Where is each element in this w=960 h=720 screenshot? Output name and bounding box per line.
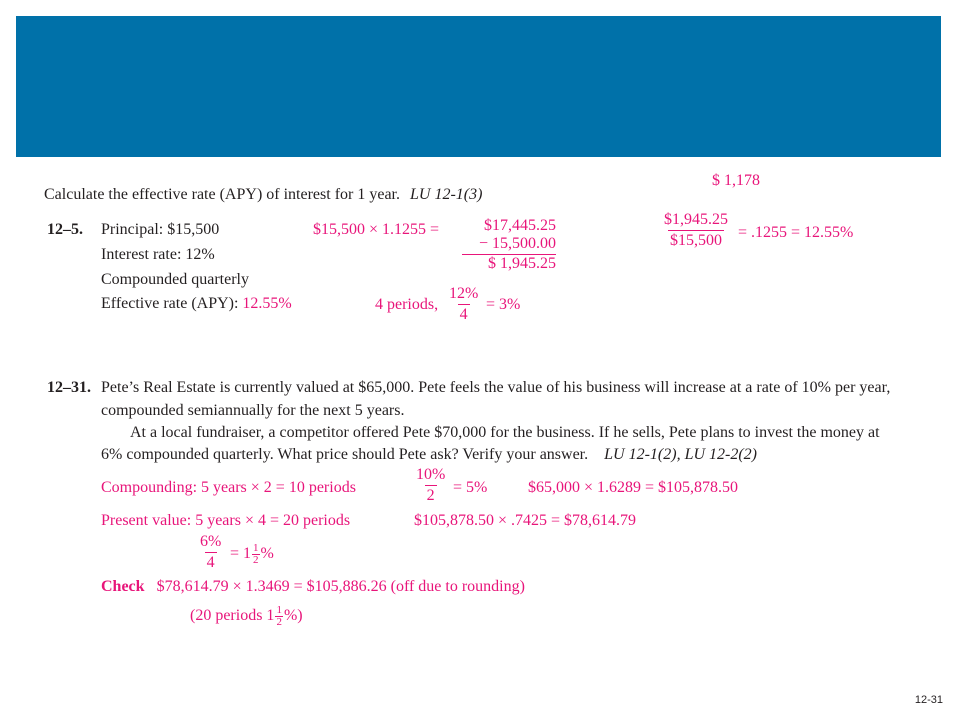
comp-numerator: 10% xyxy=(416,466,446,483)
problem-line-3: At a local fundraiser, a competitor offered Pete $70,000 for the business. If he sells, Pete plans to invest the money at xyxy=(130,424,880,441)
page-number: 12-31 xyxy=(914,694,943,706)
lu-reference: LU 12-1(3) xyxy=(410,186,483,203)
calc-lhs: $15,500 × 1.1255 = xyxy=(313,221,440,238)
stack-mid: − 15,500.00 xyxy=(478,235,556,252)
interest-rate-line: Interest rate: 12% xyxy=(101,246,215,263)
ratio-fraction xyxy=(662,212,730,249)
compounding-fraction xyxy=(414,467,447,504)
present-value-calc: $105,878.50 × .7425 = $78,614.79 xyxy=(414,512,637,529)
effective-rate-value: 12.55% xyxy=(242,295,292,312)
lu-references: LU 12-1(2), LU 12-2(2) xyxy=(604,446,757,463)
ratio-result: = .1255 = 12.55% xyxy=(738,224,854,241)
stack-bottom: $ 1,945.25 xyxy=(462,254,556,273)
pv-result-den: 2 xyxy=(253,554,259,566)
principal-line: Principal: $15,500 xyxy=(101,221,220,238)
pv-rate-fraction xyxy=(198,534,223,571)
periods-label: 4 periods, xyxy=(375,296,439,313)
pv-result-suffix: % xyxy=(260,545,274,563)
subtraction-stack xyxy=(462,217,556,273)
check-label: Check xyxy=(101,578,145,595)
pv-numerator: 6% xyxy=(200,533,222,550)
compounding-calc: $65,000 × 1.6289 = $105,878.50 xyxy=(528,479,739,496)
problem-line-4 xyxy=(101,446,757,464)
pv-denominator: 4 xyxy=(206,554,215,571)
check-note-suffix: %) xyxy=(283,607,303,625)
compounded-line: Compounded quarterly xyxy=(101,271,249,288)
periods-denominator: 4 xyxy=(459,306,468,323)
check-note xyxy=(190,605,303,628)
problem-line-4-text: 6% compounded quarterly. What price should Pete ask? Verify your answer. xyxy=(101,446,589,463)
effective-rate-line xyxy=(101,295,292,313)
problem-number-12-31: 12–31. xyxy=(47,379,91,396)
check-note-den: 2 xyxy=(276,616,282,628)
problem-line-1: Pete’s Real Estate is currently valued at $65,000. Pete feels the value of his business will increase at a rate of 10% per year, xyxy=(101,379,891,396)
effective-rate-label: Effective rate (APY): xyxy=(101,295,239,312)
check-note-num: 1 xyxy=(276,604,282,616)
stack-top: $17,445.25 xyxy=(484,217,556,234)
periods-result: = 3% xyxy=(486,296,521,313)
problem-line-2: compounded semiannually for the next 5 years. xyxy=(101,402,405,419)
pv-rate-result xyxy=(230,543,274,566)
section-instruction xyxy=(44,186,482,204)
compounding-fraction-result: = 5% xyxy=(453,479,488,496)
problem-number-12-5: 12–5. xyxy=(47,221,83,238)
pv-result-num: 1 xyxy=(253,542,259,554)
pv-result-prefix: = 1 xyxy=(230,545,252,563)
periods-numerator: 12% xyxy=(449,285,479,302)
instruction-text: Calculate the effective rate (APY) of interest for 1 year. xyxy=(44,186,400,203)
check-calc: $78,614.79 × 1.3469 = $105,886.26 (off due to rounding) xyxy=(156,578,525,595)
check-line xyxy=(101,578,525,596)
ratio-numerator: $1,945.25 xyxy=(664,211,728,228)
cropped-text: $ 1,178 xyxy=(712,172,760,189)
ratio-denominator: $15,500 xyxy=(670,232,722,249)
comp-denominator: 2 xyxy=(426,487,435,504)
check-note-mixed-fraction xyxy=(275,605,283,628)
periods-fraction xyxy=(447,285,480,323)
title-banner xyxy=(16,16,941,157)
check-note-prefix: (20 periods 1 xyxy=(190,607,275,625)
compounding-label: Compounding: 5 years × 2 = 10 periods xyxy=(101,479,356,496)
pv-result-mixed-fraction xyxy=(252,543,260,566)
present-value-label: Present value: 5 years × 4 = 20 periods xyxy=(101,512,351,529)
